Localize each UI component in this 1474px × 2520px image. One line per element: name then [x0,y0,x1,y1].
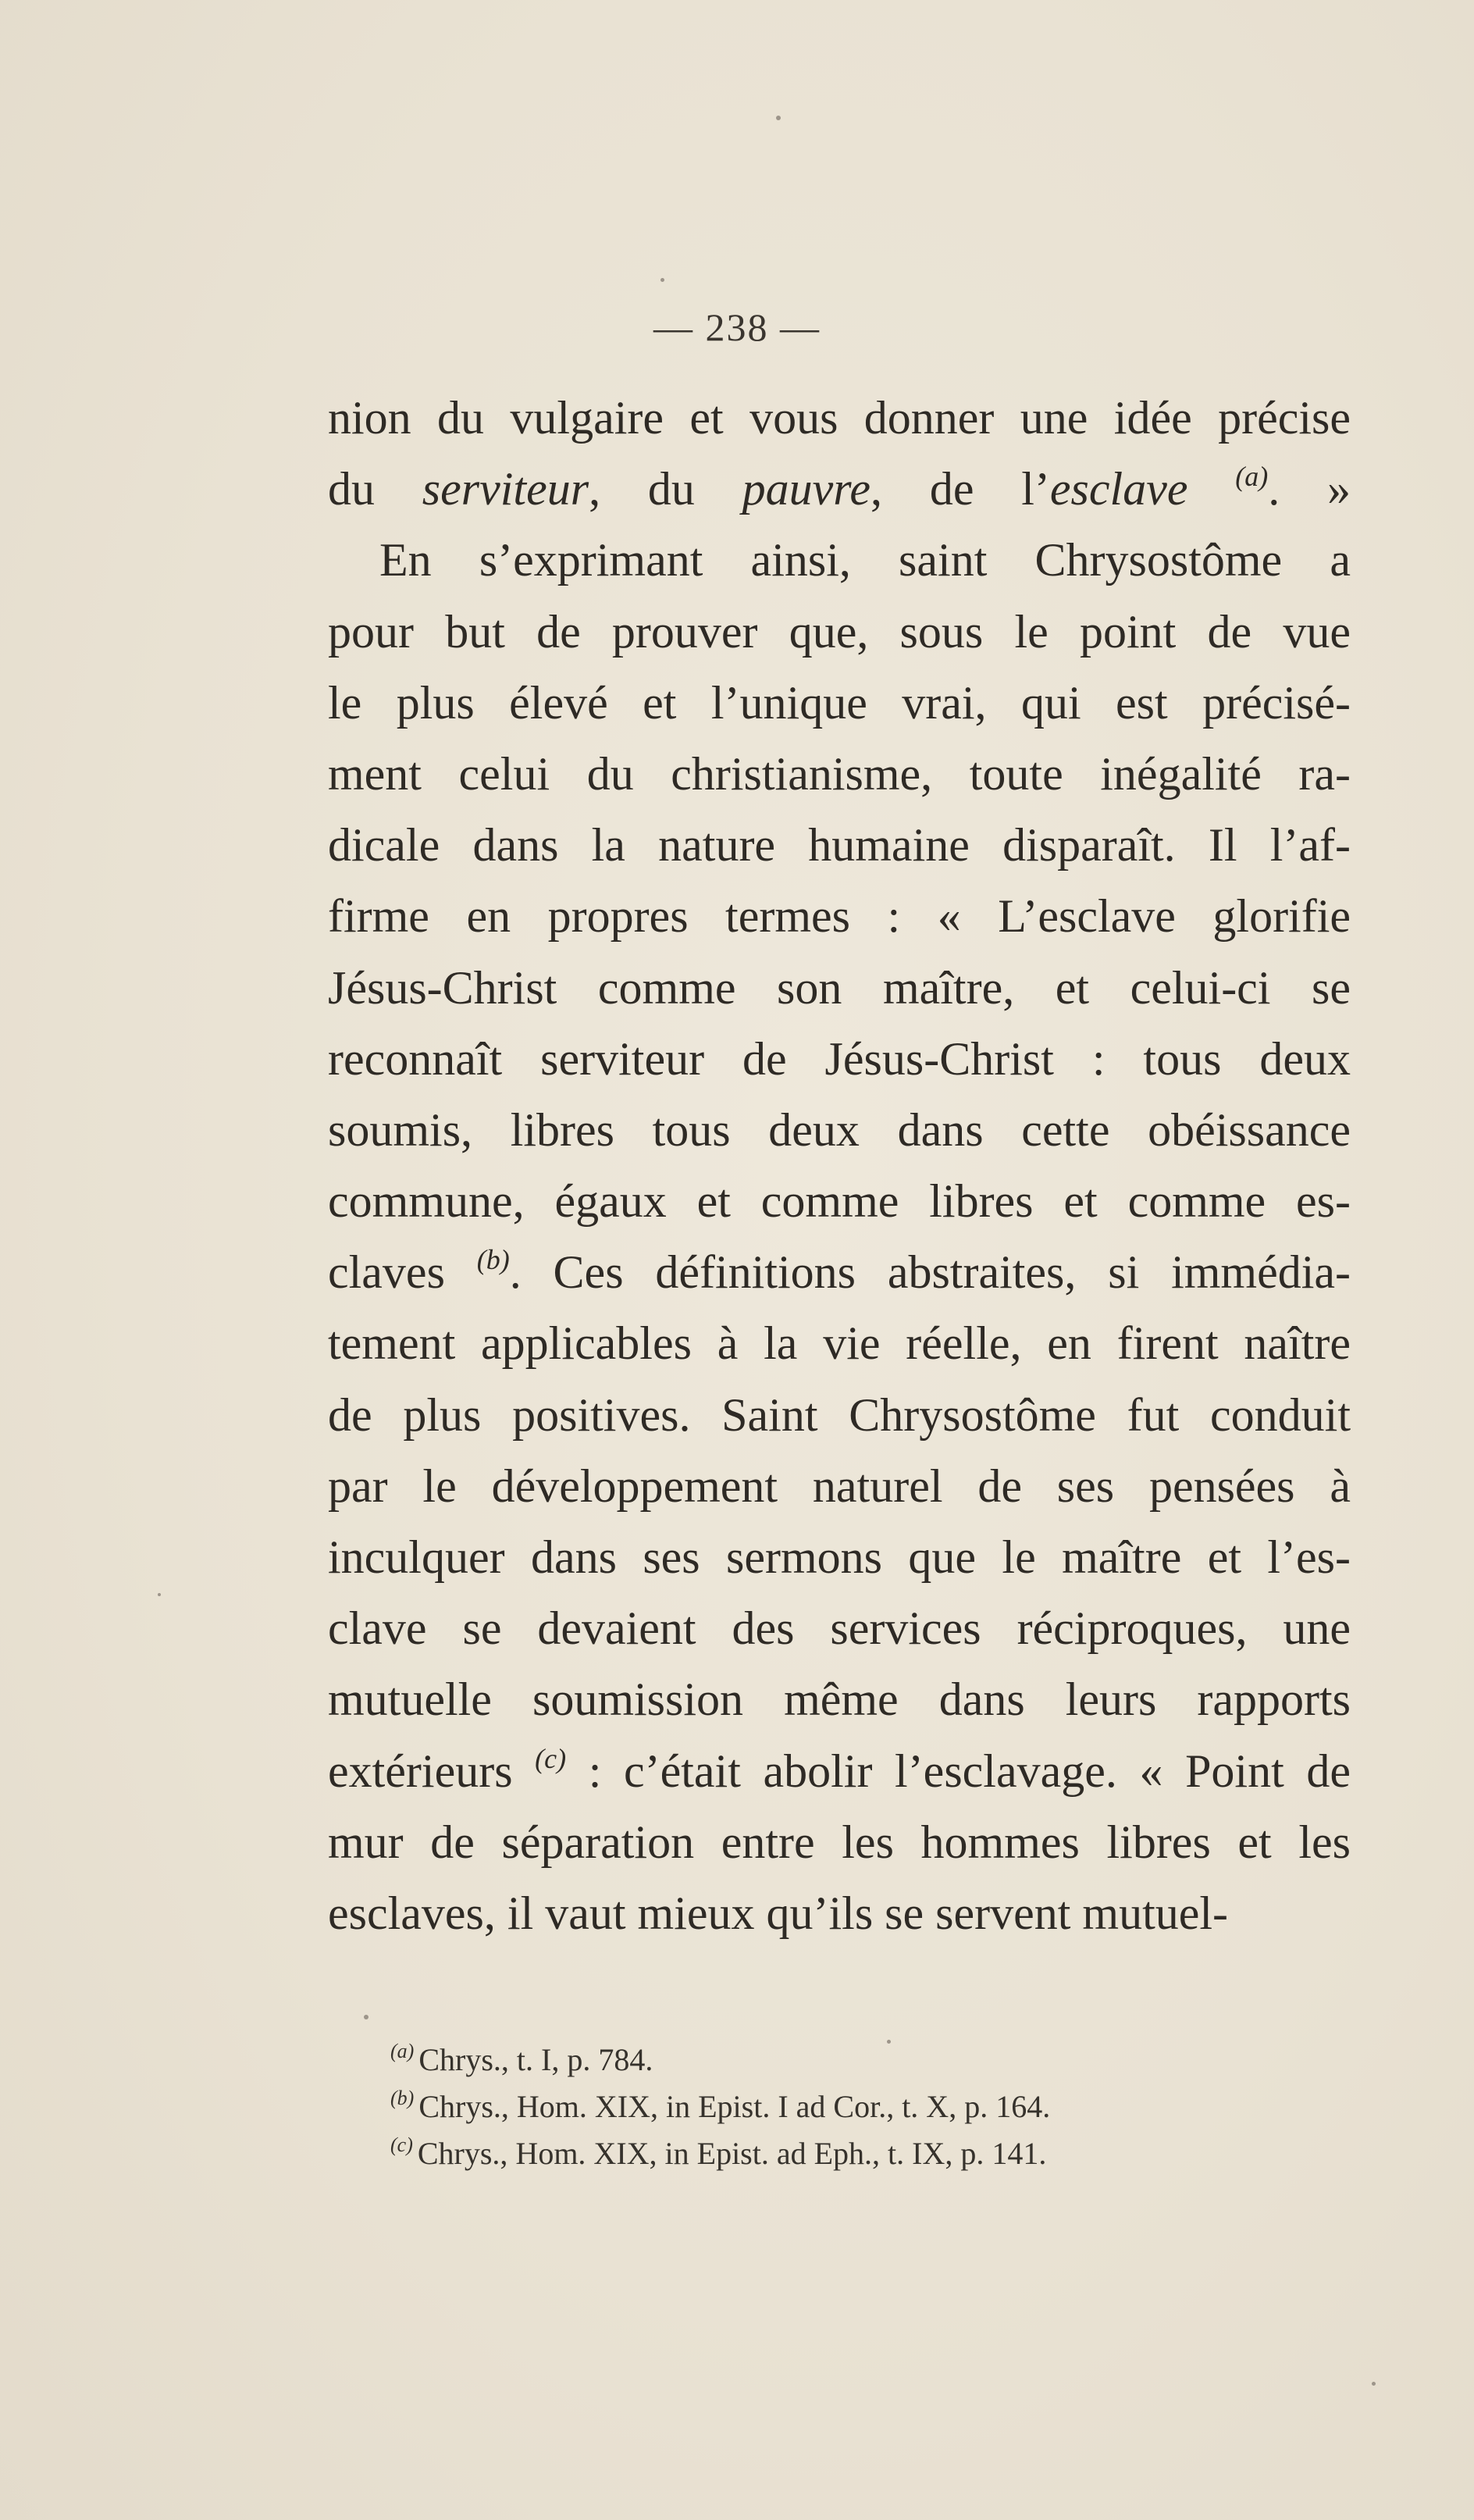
text-line [328,668,1351,739]
footnote-text: Chrys., Hom. XIX, in Epist. ad Eph., t. IX, p. 141. [417,2136,1047,2171]
text-segment: nion du vulgaire et vous donner une idée précise [328,392,1351,444]
text-segment: par le développement naturel de ses pensées à [328,1460,1351,1512]
paper-speck [158,1593,161,1596]
text-line [328,881,1351,952]
text-segment: , du [589,463,742,515]
italic-term: esclave [1049,463,1188,515]
text-line [328,1308,1351,1379]
footnote [390,2083,1265,2130]
text-segment: claves [328,1246,477,1299]
text-segment: inculquer dans ses sermons que le maître et l’es- [328,1531,1351,1583]
italic-term: pauvre [742,463,871,515]
paper-speck [1372,2382,1376,2386]
text-line [328,1451,1351,1522]
text-line [328,739,1351,810]
text-line [328,1095,1351,1166]
text-line [328,1807,1351,1878]
text-segment: esclaves, il vaut mieux qu’ils se servent mutuel- [328,1887,1229,1939]
paper-speck [364,2015,368,2019]
body-text [328,383,1351,1949]
text-segment [1187,463,1235,515]
text-segment: . » [1268,463,1351,515]
text-segment: pour but de prouver que, sous le point de vue [328,605,1351,658]
text-segment: du [328,463,422,515]
text-line [328,454,1351,525]
text-segment: clave se devaient des services réciproques, une [328,1602,1351,1655]
footnote [390,2130,1265,2177]
text-line [328,953,1351,1024]
text-segment: soumis, libres tous deux dans cette obéissance [328,1103,1351,1156]
footnote-mark: (c) [390,2133,413,2156]
text-segment: . Ces définitions abstraites, si immédia- [509,1246,1351,1299]
text-line [328,1878,1351,1949]
footnote-text: Chrys., t. I, p. 784. [418,2042,653,2077]
text-line [328,1522,1351,1593]
text-segment: En s’exprimant ainsi, saint Chrysostôme a [379,534,1351,586]
text-segment: dicale dans la nature humaine disparaît. Il l’af- [328,819,1351,871]
text-segment: mur de séparation entre les hommes libres et les [328,1816,1351,1868]
text-line [328,1593,1351,1664]
text-segment: le plus élevé et l’unique vrai, qui est précisé- [328,676,1351,729]
text-segment: extérieurs [328,1745,536,1797]
footnote-reference: (a) [1235,461,1269,493]
text-line [328,810,1351,881]
footnote-reference: (b) [476,1244,510,1276]
footnote-mark: (a) [390,2040,415,2062]
text-line [328,1237,1351,1308]
text-segment: de plus positives. Saint Chrysostôme fut conduit [328,1388,1351,1441]
text-segment: tement applicables à la vie réelle, en firent naître [328,1317,1351,1370]
footnote-mark: (b) [390,2087,415,2109]
text-segment: : c’était abolir l’esclavage. « Point de [566,1745,1351,1797]
footnotes [390,2037,1265,2177]
text-segment: commune, égaux et comme libres et comme es- [328,1175,1351,1228]
text-segment: , de l’ [871,463,1050,515]
text-segment: mutuelle soumission même dans leurs rapports [328,1673,1351,1726]
text-segment: firme en propres termes : « L’esclave glorifie [328,890,1351,943]
text-line [328,1166,1351,1237]
footnote-reference: (c) [535,1742,567,1774]
italic-term: serviteur [422,463,589,515]
text-line [328,525,1351,596]
page-number: — 238 — [653,305,821,349]
footnote-text: Chrys., Hom. XIX, in Epist. I ad Cor., t. X, p. 164. [418,2089,1051,2124]
paper-speck [660,278,664,282]
text-line [328,383,1351,454]
text-line [328,597,1351,668]
footnote [390,2037,1265,2083]
paper-speck [887,2040,891,2044]
text-segment: reconnaît serviteur de Jésus-Christ : tous deux [328,1032,1351,1085]
text-line [328,1024,1351,1095]
text-line [328,1380,1351,1451]
text-segment: ment celui du christianisme, toute inégalité ra- [328,747,1351,800]
text-line [328,1664,1351,1735]
text-segment: Jésus-Christ comme son maître, et celui-ci se [328,961,1351,1014]
paper-speck [776,116,781,120]
text-line [328,1736,1351,1807]
